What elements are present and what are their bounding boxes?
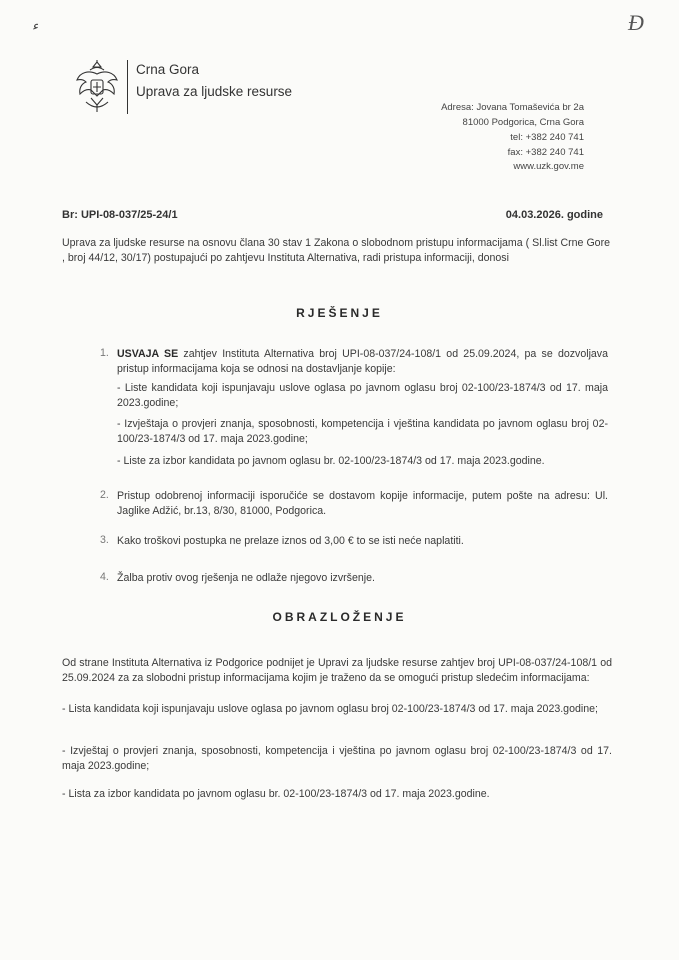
address-fax: fax: +382 240 741 — [507, 147, 584, 158]
reasoning-title: OBRAZLOŽENJE — [272, 610, 407, 624]
org-name: Uprava za ljudske resurse — [136, 84, 293, 99]
item-4-text: Žalba protiv ovog rješenja ne odlaže njegovo izvršenje. — [117, 572, 375, 584]
address-city: 81000 Podgorica, Crna Gora — [462, 117, 584, 128]
item-3-number: 3. — [100, 534, 109, 546]
item-1-number: 1. — [100, 347, 109, 359]
item-1-sub-2: - Izvještaja o provjeri znanja, sposobnosti, kompetencija i vještina kandidata po javnom oglasu broj 02-100/23-1874/3 od 17. maja 2023.godine; — [117, 418, 608, 445]
item-1-body: zahtjev Instituta Alternativa broj UPI-08-037/24-108/1 od 25.09.2024, pa se dozvoljava pristup informacijama koja se odnosi na dostavljanje kopije: — [117, 348, 608, 375]
reasoning-list-item-2: - Izvještaj o provjeri znanja, sposobnosti, kompetencija i vještina po javnom oglasu broj 02-100/23-1874/3 od 17. maja 2023.godine; — [62, 745, 612, 772]
address-line: Adresa: Jovana Tomaševića br 2a — [441, 102, 584, 113]
address-phone: tel: +382 240 741 — [510, 132, 584, 143]
item-1-sub-1: - Liste kandidata koji ispunjavaju uslove oglasa po javnom oglasu broj 02-100/23-1874/3 od 17. maja 2023.godine; — [117, 382, 608, 409]
decision-title: RJEŠENJE — [296, 306, 383, 320]
item-2-number: 2. — [100, 489, 109, 501]
reasoning-paragraph: Od strane Instituta Alternativa iz Podgorice podnijet je Upravi za ljudske resurse zahtjev broj UPI-08-037/24-108/1 od 25.09.2024 za za slobodni pristup informacijama kojim je traženo da se omogući pristup sledećim informacijama: — [62, 657, 612, 684]
item-1-text — [117, 347, 608, 377]
reasoning-list-item-3: - Lista za izbor kandidata po javnom oglasu br. 02-100/23-1874/3 od 17. maja 2023.godine. — [62, 788, 490, 800]
handwritten-mark-right: Ɖ — [628, 10, 644, 35]
intro-paragraph: Uprava za ljudske resurse na osnovu člana 30 stav 1 Zakona o slobodnom pristupu informacijama ( Sl.list Crne Gore , broj 44/12, 30/17) postupajući po zahtjevu Instituta Alternativa, radi pristupa informaciji, donosi — [62, 237, 610, 264]
reasoning-list-item-1: - Lista kandidata koji ispunjavaju uslove oglasa po javnom oglasu broj 02-100/23-1874/3 od 17. maja 2023.godine; — [62, 703, 598, 715]
address-web: www.uzk.gov.me — [513, 161, 584, 172]
item-3-text: Kako troškovi postupka ne prelaze iznos od 3,00 € to se isti neće naplatiti. — [117, 535, 464, 547]
org-country: Crna Gora — [136, 62, 200, 77]
item-2-text: Pristup odobrenoj informaciji isporučiće se dostavom kopije informacije, putem pošte na adresu: Ul. Jaglike Adžić, br.13, 8/30, 81000, Podgorica. — [117, 490, 608, 517]
letterhead-divider — [127, 60, 128, 114]
coat-of-arms-icon — [72, 58, 122, 116]
document-date: 04.03.2026. godine — [505, 209, 603, 221]
item-1-sub-3: - Liste za izbor kandidata po javnom oglasu br. 02-100/23-1874/3 od 17. maja 2023.godine. — [117, 455, 545, 467]
reference-number: Br: UPI-08-037/25-24/1 — [62, 209, 178, 221]
item-1-bold: USVAJA SE — [117, 348, 179, 360]
item-4-number: 4. — [100, 571, 109, 583]
handwritten-mark-left: ء — [32, 18, 39, 33]
